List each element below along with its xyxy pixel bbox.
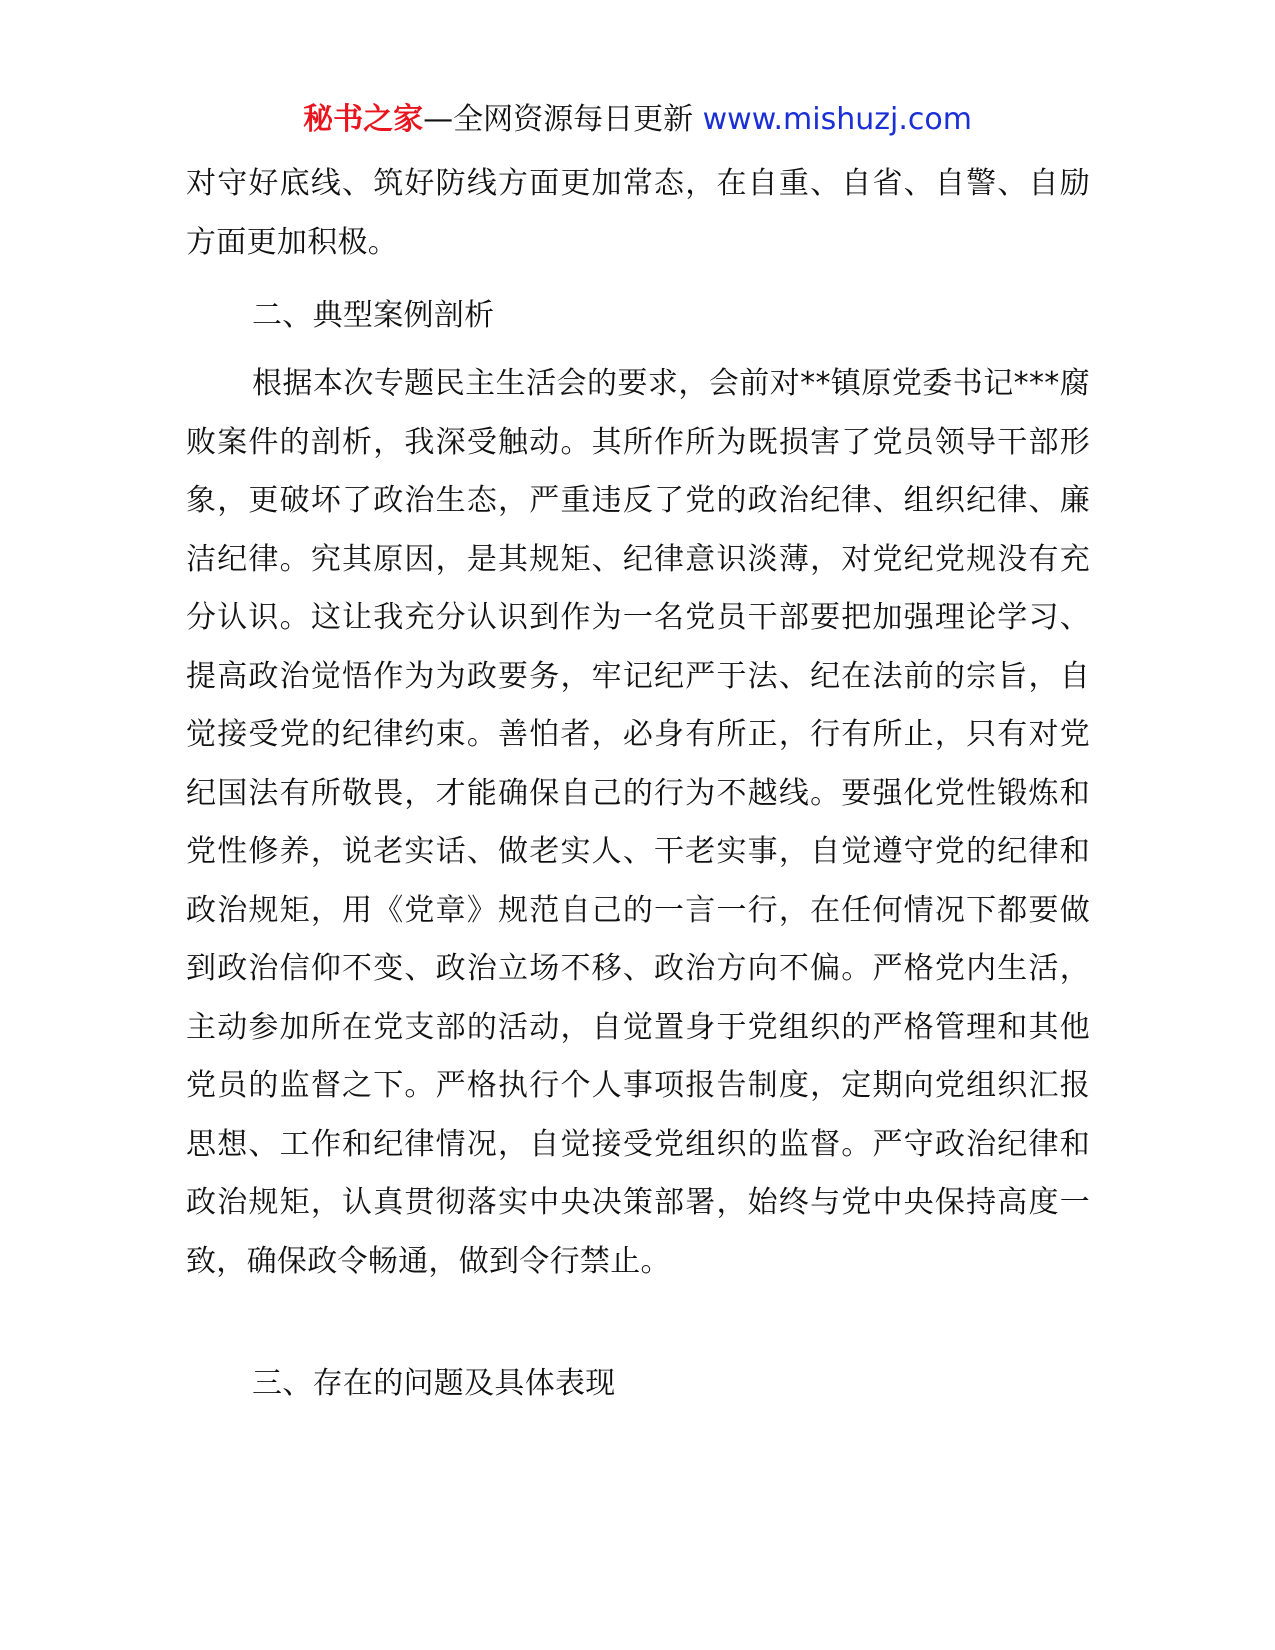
section-heading-3: 三、存在的问题及具体表现 [252,1366,616,1401]
section-heading-2: 二、典型案例剖析 [252,298,495,333]
header-tagline: —全网资源每日更新 [423,102,703,137]
case-analysis-paragraph: 根据本次专题民主生活会的要求，会前对**镇原党委书记***腐败案件的剖析，我深受触动。其所作所为既损害了党员领导干部形象，更破坏了政治生态，严重违反了党的政治纪律、组织纪律、廉洁纪律。究其原因，是其规矩、纪律意识淡薄，对党纪党规没有充分认识。这让我充分认识到作为一名党员干部要把加强理论学习、提高政治觉悟作为为政要务，牢记纪严于法、纪在法前的宗旨，自觉接受党的纪律约束。善怕者，必身有所正，行有所止，只有对党纪国法有所敬畏，才能确保自己的行为不越线。要强化党性锻炼和党性修养，说老实话、做老实人、干老实事，自觉遵守党的纪律和政治规矩，用《党章》规范自己的一言一行，在任何情况下都要做到政治信仰不变、政治立场不移、政治方向不偏。严格党内生活，主动参加所在党支部的活动，自觉置身于党组织的严格管理和其他党员的监督之下。严格执行个人事项报告制度，定期向党组织汇报思想、工作和纪律情况，自觉接受党组织的监督。严守政治纪律和政治规矩，认真贯彻落实中央决策部署，始终与党中央保持高度一致，确保政令畅通，做到令行禁止。 [186,366,1090,1279]
continuation-paragraph: 对守好底线、筑好防线方面更加常态，在自重、自省、自警、自励方面更加积极。 [186,166,1090,260]
header-brand: 秘书之家 [303,102,424,137]
header-url-link[interactable]: www.mishuzj.com [702,102,972,137]
page-header [0,100,1275,140]
